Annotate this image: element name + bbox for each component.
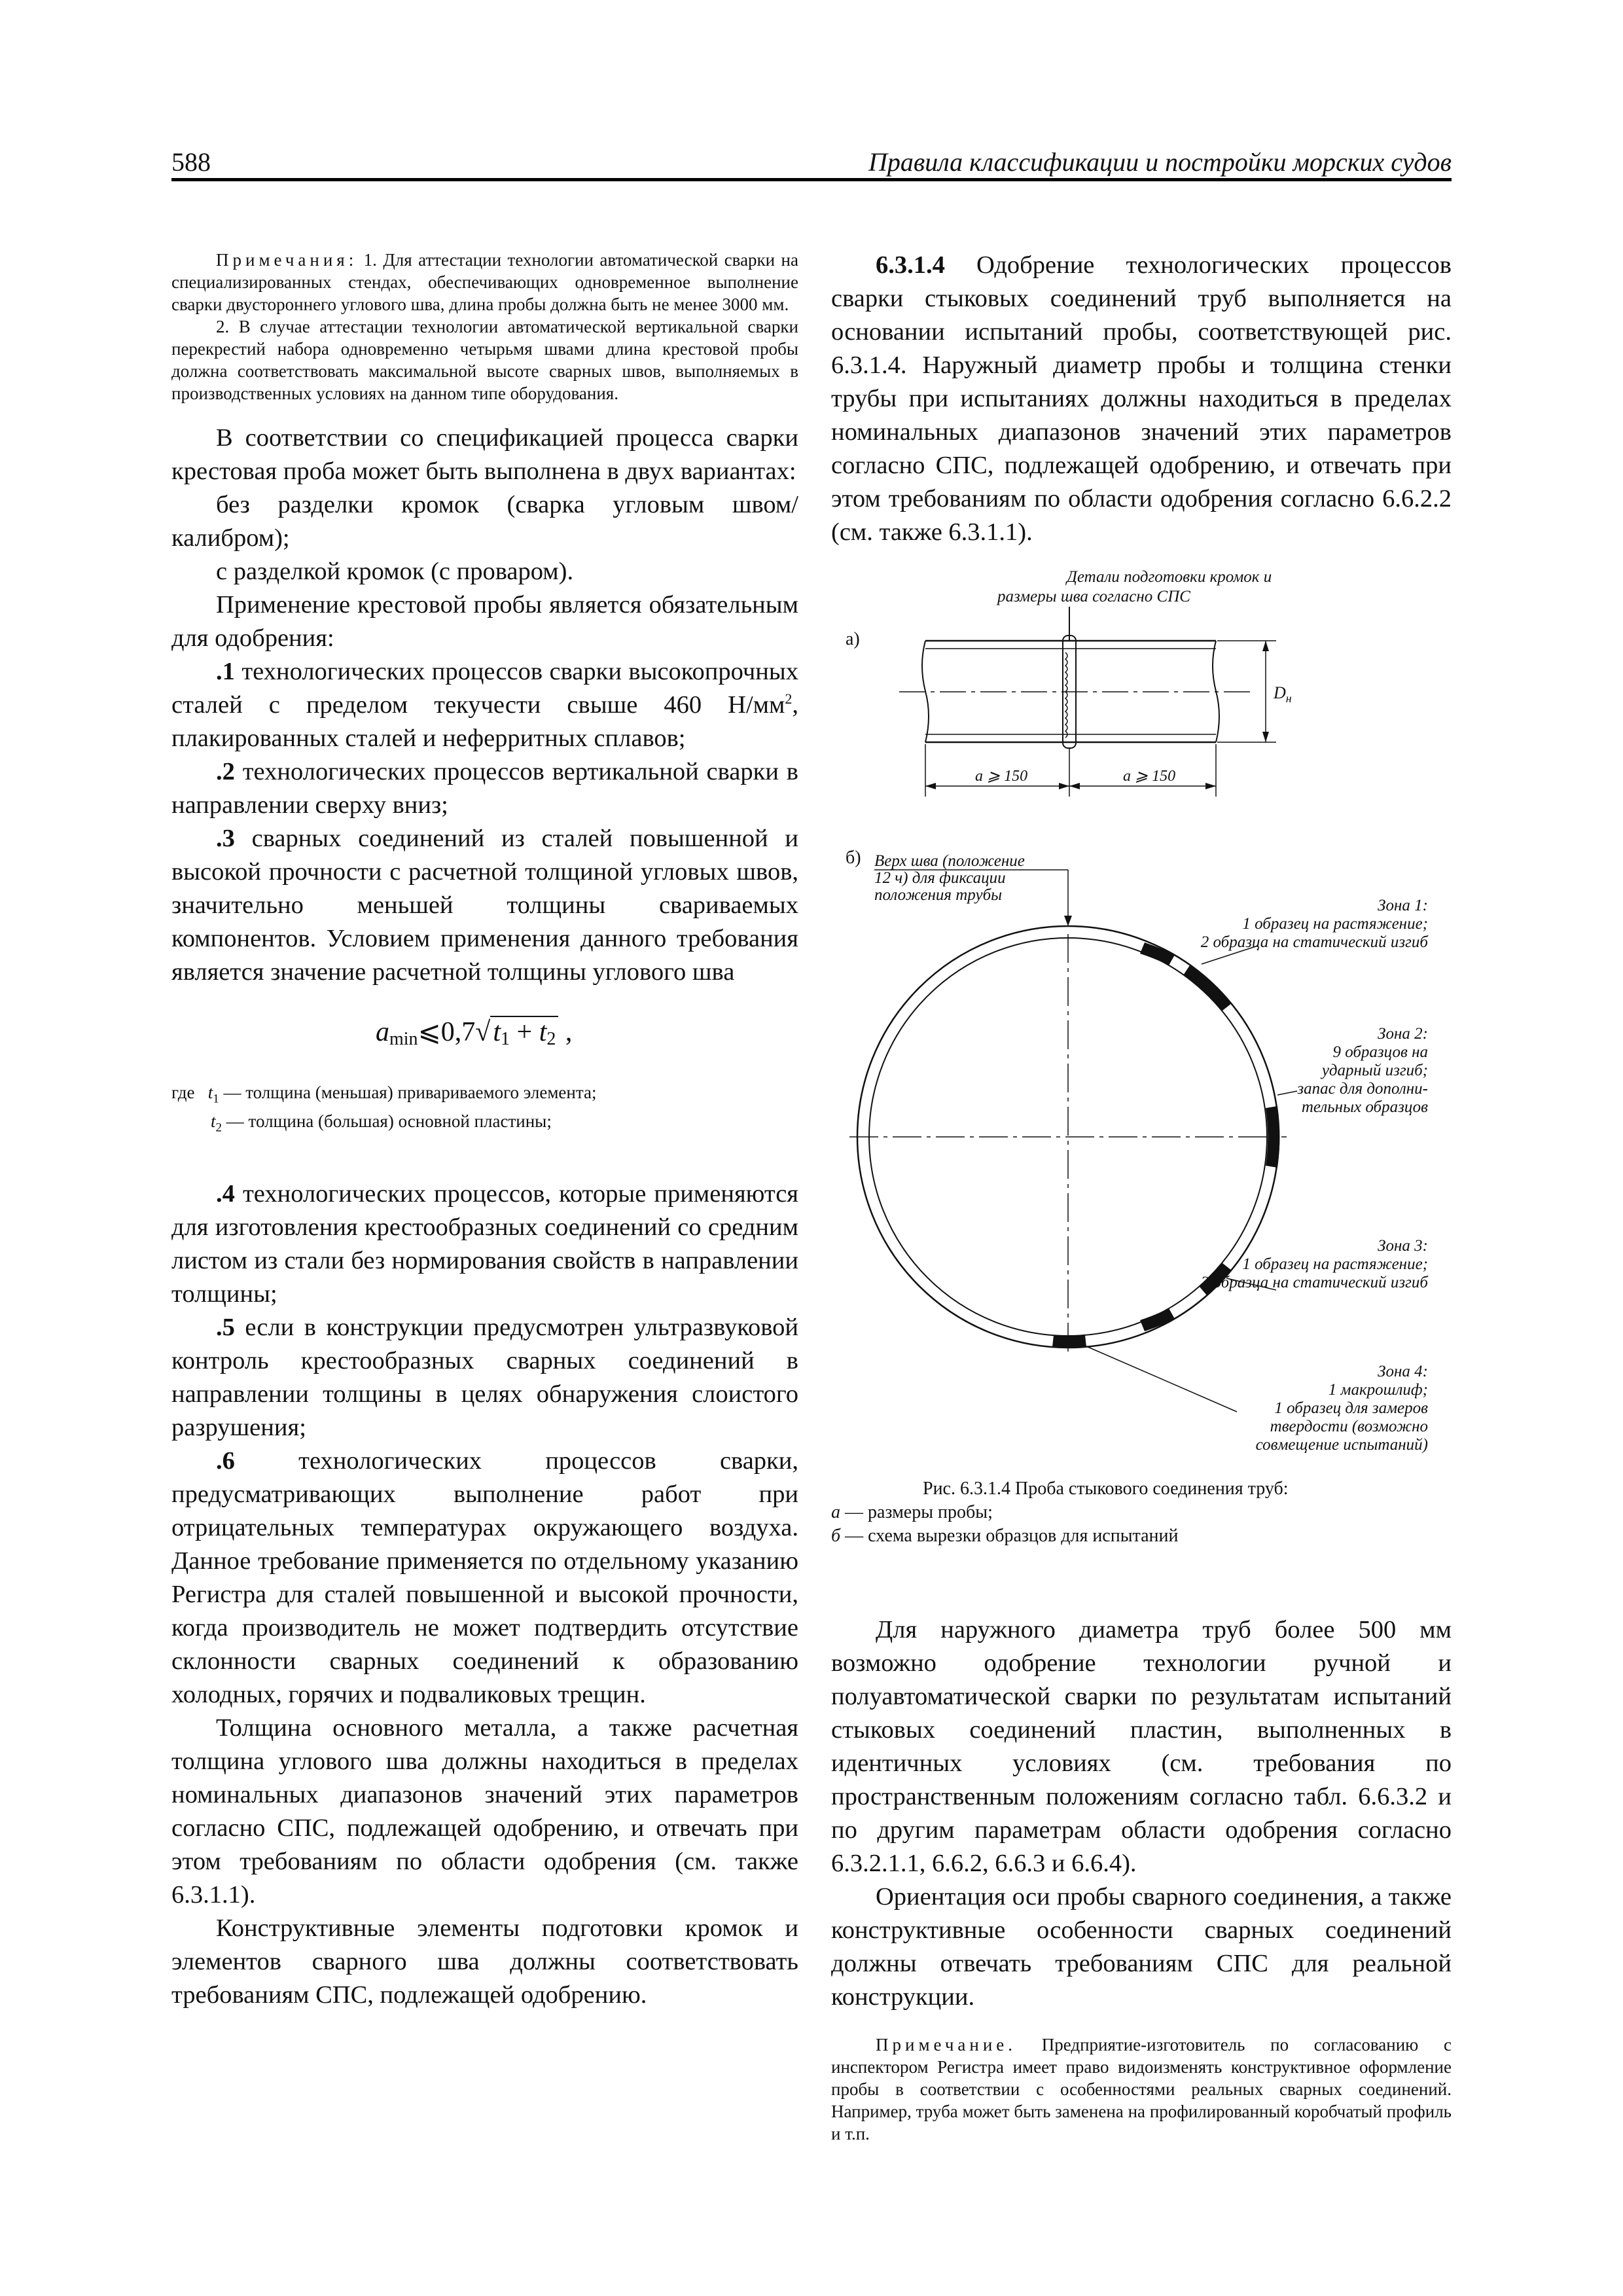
list-item-2-text: технологических процессов вертикальной сварки в направлении сверху вниз; xyxy=(171,758,798,819)
section-text: Одобрение технологических процессов сварки стыковых соединений труб выполняется на основании испытаний пробы, соответствующей рис. 6.3.1.4. Наружный диаметр пробы и толщина стенки трубы при испытаниях должны находиться в пределах номинальных диапазонов значений этих параметров согласно СПС, подлежащей одобрению, и отвечать при этом требованиям по области одобрения согласно 6.6.2.2 (см. также 6.3.1.1). xyxy=(831,251,1452,546)
label-a: а) xyxy=(846,629,860,649)
formula-op: ⩽0,7 xyxy=(418,1017,476,1047)
list-item-6-text: технологических процессов сварки, предусматривающих выполнение работ при отрицательных температурах окружающего воздуха. Данное требование применяется по отдельному указанию Регистра для сталей повышенной и высокой прочности, когда производитель не может подтвердить отсутствие склонности сварных соединений к образованию холодных, горячих и подваликовых трещин. xyxy=(171,1446,798,1708)
formula-lhs-sub: min xyxy=(389,1029,418,1049)
zone2-line5: тельных образцов xyxy=(1301,1098,1428,1116)
formula-lhs: a xyxy=(376,1017,389,1047)
paragraph-5: Толщина основного металла, а также расчетная толщина углового шва должны находиться в пределах номинальных диапазонов значений этих параметров согласно СПС, подлежащей одобрению, и отвечать при этом требованиям по области одобрения (см. также 6.3.1.1). xyxy=(171,1713,798,1909)
zone4-specimen xyxy=(1052,1335,1086,1348)
zone3-line2: 1 образец на растяжение; xyxy=(1242,1255,1428,1273)
zone3-title: Зона 3: xyxy=(1378,1237,1428,1255)
note-1-label: Примечания: xyxy=(216,250,358,270)
weld-ripples xyxy=(1065,653,1067,738)
paragraph-1: В соответствии со спецификацией процесса сварки крестовая проба может быть выполнена в двух вариантах: xyxy=(171,424,798,485)
zone2-line4: запас для дополни- xyxy=(1297,1080,1428,1098)
paragraph-6: Конструктивные элементы подготовки кромок и элементов сварного шва должны соответствовать требованиям СПС, подлежащей одобрению. xyxy=(171,1914,798,2009)
list-item-5-text: если в конструкции предусмотрен ультразвуковой контроль крестообразных сварных соединений в направлении толщины в целях обнаружения слоистого разрушения; xyxy=(171,1313,798,1441)
zone4-line5: совмещение испытаний) xyxy=(1255,1436,1428,1454)
list-item-4-text: технологических процессов, которые применяются для изготовления крестообразных соединений со средним листом из стали без нормирования свойств в направлении толщины; xyxy=(171,1179,798,1308)
figure-6-3-1-4 xyxy=(831,567,1452,1477)
legend-t1-text: — толщина (меньшая) привариваемого элемента; xyxy=(219,1083,597,1102)
paragraph-2: без разделки кромок (сварка угловым швом/калибром); xyxy=(171,491,798,552)
dn-symbol: D xyxy=(1274,683,1286,702)
dim-right-label: a ⩾ 150 xyxy=(1123,768,1176,785)
right-column xyxy=(831,249,1452,2145)
zone4-line3: 1 образец для замеров xyxy=(1274,1399,1428,1417)
legend-t1-symbol: t xyxy=(207,1083,213,1102)
list-item-6-number: .6 xyxy=(216,1446,235,1475)
list-item-1-sup: 2 xyxy=(785,691,793,708)
zone2-specimen xyxy=(1266,1106,1279,1168)
note-2: 2. В случае аттестации технологии автоматической вертикальной сварки перекрестий набора одновременно четырьмя швами длина крестовой пробы должна соответствовать максимальной высоте сварных швов, выполняемых в производственных условиях на данном типе оборудования. xyxy=(171,317,798,403)
dim-left-label: a ⩾ 150 xyxy=(975,768,1028,785)
zone1-specimen-2 xyxy=(1183,965,1232,1011)
formula-t1-sub: 1 xyxy=(501,1029,510,1049)
list-item-2 xyxy=(171,755,798,822)
legend-t2-text: — толщина (большая) основной пластины; xyxy=(222,1111,552,1132)
list-item-1-number: .1 xyxy=(216,658,235,685)
section-number: 6.3.1.4 xyxy=(876,251,945,279)
zone2-title: Зона 2: xyxy=(1378,1025,1428,1043)
header-rule xyxy=(171,178,1452,181)
list-item-1-tail: , плакированных сталей и неферритных сплавов; xyxy=(171,691,798,752)
top-label-3: положения трубы xyxy=(874,886,1003,904)
formula xyxy=(171,1013,798,1059)
zone4-title: Зона 4: xyxy=(1378,1363,1428,1380)
top-label-1: Верх шва (положение xyxy=(874,852,1025,870)
where-word: где xyxy=(171,1083,195,1102)
zone2-leader xyxy=(1277,1091,1297,1095)
caption-b-text: — схема вырезки образцов для испытаний xyxy=(840,1526,1179,1546)
zone1-line2: 1 образец на растяжение; xyxy=(1242,915,1428,933)
paragraph-8: Ориентация оси пробы сварного соединения, а также конструктивные особенности сварных соединений должны отвечать требованиям СПС для реальной конструкции. xyxy=(831,1883,1452,2011)
zone1-line3: 2 образца на статический изгиб xyxy=(1200,933,1428,951)
paragraph-3: с разделкой кромок (с проваром). xyxy=(216,558,574,585)
sqrt-radicand xyxy=(490,1016,558,1047)
zone4-line2: 1 макрошлиф; xyxy=(1328,1381,1428,1399)
formula-t2-sub: 2 xyxy=(546,1029,556,1049)
list-item-3 xyxy=(171,822,798,989)
zone2-line3: ударный изгиб; xyxy=(1321,1062,1428,1079)
legend-t2 xyxy=(171,1110,798,1139)
zone2-line2: 9 образцов на xyxy=(1332,1043,1428,1061)
list-item-5-number: .5 xyxy=(216,1313,235,1341)
formula-legend xyxy=(171,1081,798,1139)
list-item-4 xyxy=(171,1177,798,1311)
list-item-5 xyxy=(171,1311,798,1444)
formula-t2: t xyxy=(539,1017,547,1047)
zone4-leader xyxy=(1086,1346,1237,1412)
running-title: Правила классификации и постройки морских судов xyxy=(868,147,1452,177)
note-final-label: Примечание. xyxy=(876,2035,1017,2054)
label-b: б) xyxy=(846,848,861,868)
formula-tail: , xyxy=(558,1017,573,1047)
figure-caption: Рис. 6.3.1.4 Проба стыкового соединения труб: xyxy=(923,1479,1289,1499)
legend-t1 xyxy=(171,1081,798,1110)
legend-t2-symbol: t xyxy=(211,1111,216,1132)
top-arrow xyxy=(1064,916,1072,926)
caption-a-text: — размеры пробы; xyxy=(840,1502,993,1522)
sqrt-sign: √ xyxy=(475,1017,491,1047)
page-number: 588 xyxy=(171,147,211,177)
legend-t2-sub: 2 xyxy=(215,1121,223,1135)
list-item-1 xyxy=(171,655,798,755)
paragraph-4: Применение крестовой пробы является обязательным для одобрения: xyxy=(171,591,798,652)
top-label-2: 12 ч) для фиксации xyxy=(874,869,1006,887)
zone1-title: Зона 1: xyxy=(1378,897,1428,914)
dn-sub: н xyxy=(1285,692,1292,705)
spacer xyxy=(831,1548,1452,1613)
note-1 xyxy=(171,249,798,315)
caption-b-letter: б xyxy=(831,1526,841,1546)
detail-label-2: размеры шва согласно СПС xyxy=(997,588,1190,605)
legend-t1-sub: 1 xyxy=(213,1092,219,1106)
detail-label-1: Детали подготовки кромок и xyxy=(1067,568,1272,586)
dn-label xyxy=(1273,683,1292,705)
figure-drawing xyxy=(831,567,1452,1477)
note-1-text: 1. Для аттестации технологии автоматической сварки на специализированных стендах, обеспечивающих одновременное выполнение сварки двустороннего углового шва, длина пробы должна быть не менее 3000 мм. xyxy=(171,250,798,314)
list-item-2-number: .2 xyxy=(216,758,235,785)
zone4-line4: твердости (возможно xyxy=(1270,1418,1428,1435)
formula-plus: + xyxy=(510,1017,539,1047)
formula-t1: t xyxy=(493,1017,501,1047)
section-6-3-1-4 xyxy=(831,249,1452,549)
list-item-3-number: .3 xyxy=(216,825,235,852)
paragraph-7: Для наружного диаметра труб более 500 мм возможно одобрение технологии ручной и полуавтоматической сварки по результатам испытаний стыковых соединений пластин, выполненных в идентичных условиях (см. требования по пространственным положениям согласно табл. 6.6.3.2 и по другим параметрам области одобрения согласно 6.3.2.1.1, 6.6.2, 6.6.3 и 6.6.4). xyxy=(831,1616,1452,1877)
figure-caption-b xyxy=(831,1524,1452,1548)
list-item-3-text: сварных соединений из сталей повышенной и высокой прочности с расчетной толщиной угловых швов, значительно меньшей толщины свариваемых компонентов. Условием применения данного требования является значение расчетной толщины углового шва xyxy=(171,825,798,986)
figure-caption-a xyxy=(831,1501,1452,1524)
caption-a-letter: а xyxy=(831,1502,840,1522)
left-column xyxy=(171,249,798,2012)
note-final-text: Предприятие-изготовитель по согласованию с инспектором Регистра имеет право видоизменять конструктивное оформление пробы в соответствии с особенностями реальных сварных соединений. Например, труба может быть заменена на профилированный коробчатый профиль и т.п. xyxy=(831,2035,1452,2144)
list-item-1-text: технологических процессов сварки высокопрочных сталей с пределом текучести свыше 460 Н/мм xyxy=(171,658,798,719)
list-item-6 xyxy=(171,1444,798,1712)
note-final xyxy=(831,2034,1452,2145)
list-item-4-number: .4 xyxy=(216,1179,235,1208)
zone3-line3: 2 образца на статический изгиб xyxy=(1200,1274,1428,1291)
